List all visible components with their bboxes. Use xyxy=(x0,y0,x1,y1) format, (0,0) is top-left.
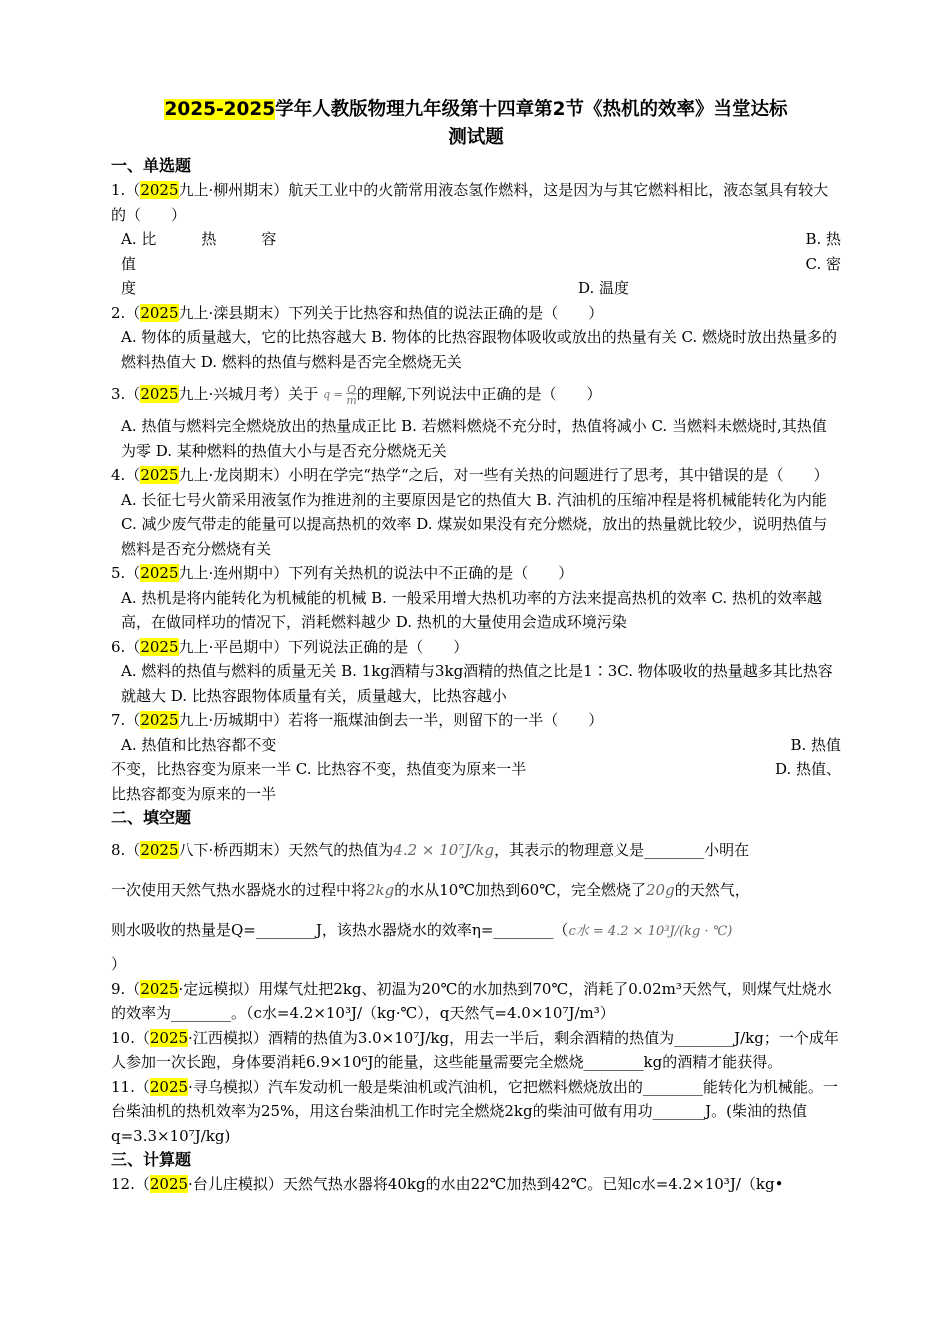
question-5-options: A. 热机是将内能转化为机械能的机械 B. 一般采用增大热机功率的方法来提高热机的效率 C. 热机的效率越高，在做同样功的情况下，消耗燃料越少 D. 热机的大量使用会造成环境污染 xyxy=(121,588,822,631)
question-6: 6.（2025九上·平邑期中）下列说法正确的是（ ） xyxy=(111,637,469,656)
question-4-options: A. 长征七号火箭采用液氢作为推进剂的主要原因是它的热值大 B. 汽油机的压缩冲程是将机械能转化为内能 C. 减少废气带走的能量可以提高热机的效率 D. 煤炭如果没有充分燃烧，放出的热量就比较少，说明热值与燃料是否充分燃烧有关 xyxy=(121,490,828,558)
title-year-highlight: 2025-2025 xyxy=(164,99,276,120)
question-8-line2: 一次使用天然气热水器烧水的过程中将2kg的水从10℃加热到60℃，完全燃烧了20g的天然气， xyxy=(111,881,750,899)
formula-water-specific-heat: c水 = 4.2 × 10³J/(kg · ℃) xyxy=(568,924,733,939)
question-1-options-row1: A. 比 热 容 B. 热 xyxy=(121,230,841,248)
question-2-options: A. 物体的质量越大，它的比热容越大 B. 物体的比热容跟物体吸收或放出的热量有关 C. 燃烧时放出热量多的燃料热值大 D. 燃料的热值与燃料是否完全燃烧无关 xyxy=(121,328,837,371)
section-heading-fill-blank: 二、填空题 xyxy=(111,808,192,827)
question-3-options: A. 热值与燃料完全燃烧放出的热量成正比 B. 若燃料燃烧不充分时，热值将减小 C. 当燃料未燃烧时,其热值为零 D. 某种燃料的热值大小与是否充分燃烧无关 xyxy=(121,417,827,460)
question-10: 10.（2025·江西模拟）酒精的热值为3.0×10⁷J/kg，用去一半后，剩余酒精的热值为________J/kg；一个成年人参加一次长跑，身体要消耗6.9×10⁶J的能量，这些能量需要完全燃烧________kg的酒精才能获得。 xyxy=(111,1028,839,1071)
document-title: 2025-2025学年人教版物理九年级第十四章第2节《热机的效率》当堂达标 测试题 xyxy=(164,99,788,148)
question-5: 5.（2025九上·连州期中）下列有关热机的说法中不正确的是（ ） xyxy=(111,564,574,582)
question-6-options: A. 燃料的热值与燃料的质量无关 B. 1kg酒精与3kg酒精的热值之比是1∶3C. 物体吸收的热量越多其比热容就越大 D. 比热容跟物体质量有关，质量越大，比热容越小 xyxy=(121,662,833,705)
question-1-options-row3: 度 D. 温度 xyxy=(121,279,629,297)
question-7-options-row3: 比热容都变为原来的一半 xyxy=(111,784,277,803)
question-1: 1.（2025九上·柳州期末）航天工业中的火箭常用液态氢作燃料，这是因为与其它燃料相比，液态氢具有较大的（ ） xyxy=(111,181,829,224)
question-8-line3: 则水吸收的热量是Q=________J，该热水器烧水的效率η=________（c水 = 4.2 × 10³J/(kg · ℃) xyxy=(111,921,733,939)
question-12: 12.（2025·台儿庄模拟）天然气热水器将40kg的水由22℃加热到42℃。已知c水=4.2×10³J/（kg• xyxy=(111,1175,784,1193)
question-11: 11.（2025·寻乌模拟）汽车发动机一般是柴油机或汽油机，它把燃料燃烧放出的________能转化为机械能。一台柴油机的热机效率为25%，用这台柴油机工作时完全燃烧2kg的柴油可做有用功_______J。(柴油的热值q=3.3×10⁷J/kg) xyxy=(111,1077,838,1145)
question-7-options-row1: A. 热值和比热容都不变 B. 热值 xyxy=(121,735,841,754)
question-1-options-row2: 值 C. 密 xyxy=(121,254,841,273)
question-7-options-row2: 不变，比热容变为原来一半 C. 比热容不变，热值变为原来一半 D. 热值、 xyxy=(111,760,841,778)
formula-heat-value: 4.2 × 10⁷J/kg xyxy=(393,841,495,859)
question-3: 3.（2025九上·兴城月考）关于 $q = \frac{Q}{m}$的理解,下列说法中正确的是（ ） xyxy=(111,383,602,407)
section-heading-single-choice: 一、单选题 xyxy=(111,156,192,175)
section-heading-calculation: 三、计算题 xyxy=(111,1150,192,1169)
question-9: 9.（2025·定远模拟）用煤气灶把2kg、初温为20℃的水加热到70℃，消耗了0.02m³天然气，则煤气灶烧水的效率为________。（c水=4.2×10³J/（kg·℃），q天然气=4.0×10⁷J/m³） xyxy=(111,979,832,1022)
question-4: 4.（2025九上·龙岗期末）小明在学完“热学“之后，对一些有关热的问题进行了思考，其中错误的是（ ） xyxy=(111,466,829,484)
question-2: 2.（2025九上·滦县期末）下列关于比热容和热值的说法正确的是（ ） xyxy=(111,303,604,322)
formula-q-equals-Q-over-m: $q = \frac{Q}{m}$ xyxy=(323,383,357,407)
document-page xyxy=(111,96,841,1197)
question-8: 8.（2025八下·桥西期末）天然气的热值为4.2 × 10⁷J/kg，其表示的物理意义是________小明在 xyxy=(111,841,750,859)
question-8-line4: ） xyxy=(111,955,127,973)
question-7: 7.（2025九上·历城期中）若将一瓶煤油倒去一半，则留下的一半（ ） xyxy=(111,711,604,729)
